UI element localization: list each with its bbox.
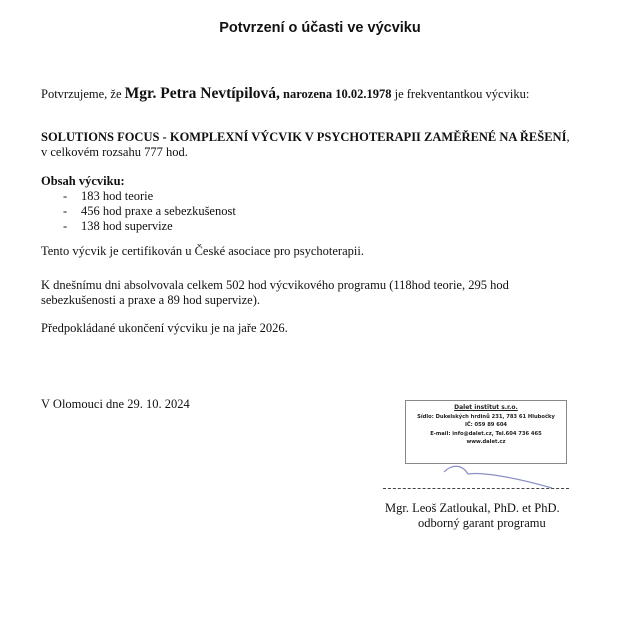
company-stamp: [405, 400, 567, 464]
certification-text: Tento výcvik je certifikován u České asociace pro psychoterapii.: [41, 244, 364, 258]
dash-bullet: -: [63, 189, 68, 203]
list-item: [41, 219, 236, 234]
program-scope: v celkovém rozsahu 777 hod.: [41, 145, 188, 159]
participant-name: Mgr. Petra Nevtípilová,: [124, 85, 280, 102]
list-item-text: 138 hod supervize: [81, 219, 173, 233]
program-name: SOLUTIONS FOCUS - KOMPLEXNÍ VÝCVIK V PSYCHOTERAPII ZAMĚŘENÉ NA ŘEŠENÍ: [41, 130, 567, 144]
list-item-text: 183 hod teorie: [81, 189, 154, 203]
progress-line-2: sebezkušenosti a praxe a 89 hod supervize).: [41, 293, 261, 307]
list-item: [41, 204, 236, 219]
signature-line: [383, 488, 569, 489]
stamp-address: Sídlo: Dukelských hrdinů 231, 783 61 Hlubočky: [417, 413, 555, 420]
content-list: [41, 189, 236, 234]
signer-role: odborný garant programu: [418, 516, 546, 530]
signer-name: Mgr. Leoš Zatloukal, PhD. et PhD.: [385, 501, 560, 515]
document-title: Potvrzení o účasti ve výcviku: [219, 20, 421, 36]
signature-icon: [440, 462, 560, 490]
stamp-ic: IČ: 059 89 604: [464, 422, 508, 429]
program-name-comma: ,: [566, 130, 570, 144]
birth-date: narozena 10.02.1978: [283, 87, 392, 101]
progress-line-1: K dnešnímu dni absolvovala celkem 502 hod výcvikového programu (118hod teorie, 295 hod: [41, 278, 509, 292]
program-name-line: [41, 130, 570, 145]
dash-bullet: -: [63, 219, 68, 233]
dash-bullet: -: [63, 204, 68, 218]
intro-suffix: je frekventantkou výcviku:: [391, 87, 530, 101]
place-date: V Olomouci dne 29. 10. 2024: [41, 397, 190, 411]
stamp-firm: Dalet institut s.r.o.: [454, 404, 518, 411]
content-heading: Obsah výcviku:: [41, 174, 125, 188]
stamp-web: www.dalet.cz: [466, 439, 506, 446]
expected-end-text: Předpokládané ukončení výcviku je na jaře 2026.: [41, 321, 288, 335]
list-item-text: 456 hod praxe a sebezkušenost: [81, 204, 236, 218]
intro-paragraph: [41, 86, 529, 102]
intro-prefix: Potvrzujeme, že: [41, 87, 125, 101]
list-item: [41, 189, 236, 204]
stamp-contact: E-mail: info@dalet.cz, Tel.604 736 465: [430, 430, 542, 437]
